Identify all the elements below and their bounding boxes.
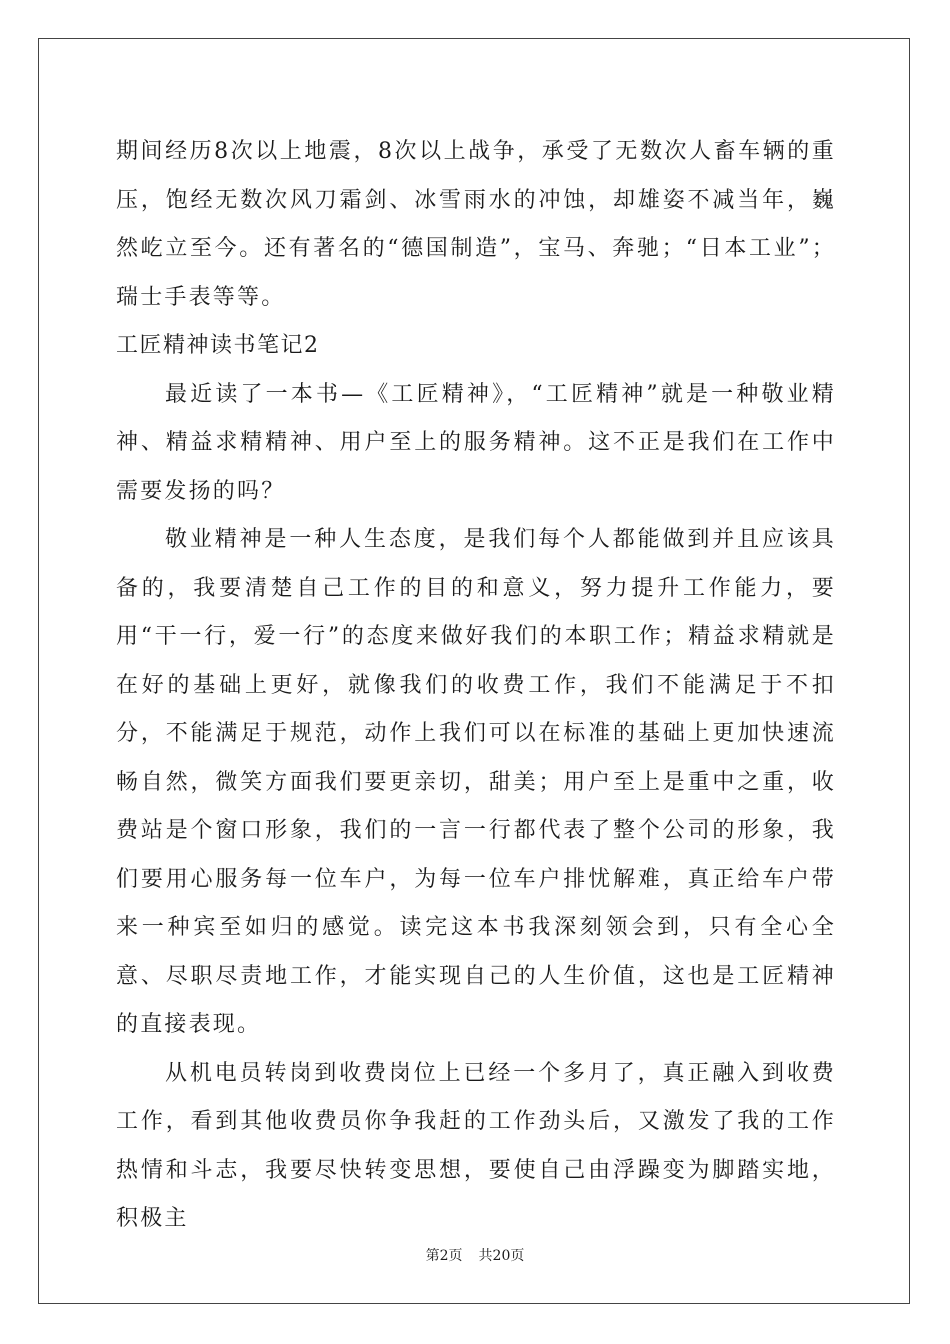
paragraph-intro: 最近读了一本书—《工匠精神》，“工匠精神”就是一种敬业精神、精益求精精神、用户至上的服务精神。这不正是我们在工作中需要发扬的吗？ xyxy=(116,381,836,504)
document-body xyxy=(116,128,836,1244)
page-number: 第2页 xyxy=(425,1248,463,1264)
paragraph-dedication: 敬业精神是一种人生态度，是我们每个人都能做到并且应该具备的，我要清楚自己工作的目的和意义，努力提升工作能力，要用“干一行，爱一行”的态度来做好我们的本职工作；精益求精就是在好的基础上更好，就像我们的收费工作，我们不能满足于不扣分，不能满足于规范，动作上我们可以在标准的基础上更加快速流畅自然，微笑方面我们要更亲切，甜美；用户至上是重中之重，收费站是个窗口形象，我们的一言一行都代表了整个公司的形象，我们要用心服务每一位车户，为每一位车户排忧解难，真正给车户带来一种宾至如归的感觉。读完这本书我深刻领会到，只有全心全意、尽职尽责地工作，才能实现自己的人生价值，这也是工匠精神的直接表现。 xyxy=(116,527,836,1037)
paragraph-transfer: 从机电员转岗到收费岗位上已经一个多月了，真正融入到收费工作，看到其他收费员你争我赶的工作劲头后，又激发了我的工作热情和斗志，我要尽快转变思想，要使自己由浮躁变为脚踏实地，积极主 xyxy=(116,1060,836,1231)
paragraph-continuation: 期间经历8次以上地震，8次以上战争，承受了无数次人畜车辆的重压，饱经无数次风刀霜剑、冰雪雨水的冲蚀，却雄姿不减当年，巍然屹立至今。还有著名的“德国制造”，宝马、奔驰；“日本工业”；瑞士手表等等。 xyxy=(116,139,836,310)
section-heading: 工匠精神读书笔记2 xyxy=(116,333,320,358)
page-footer xyxy=(0,1245,950,1265)
page-total: 共20页 xyxy=(478,1248,525,1264)
